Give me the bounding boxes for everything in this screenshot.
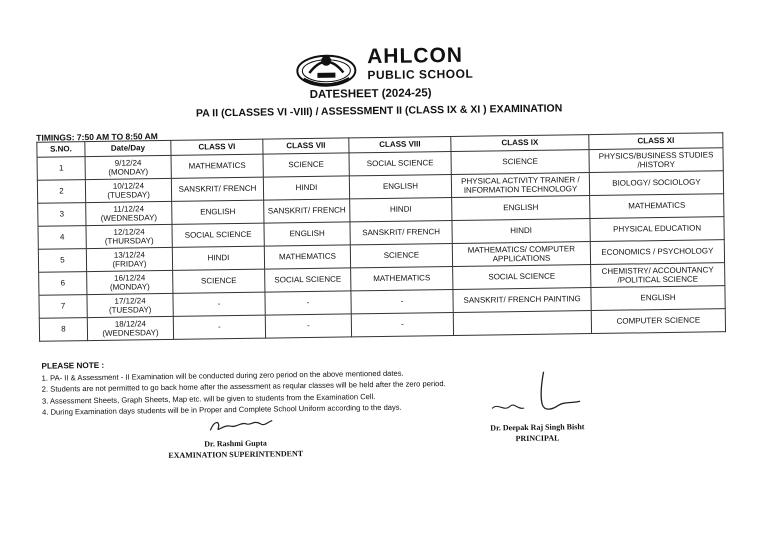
notes-section [41, 354, 522, 419]
cell-class-xi: ECONOMICS / PSYCHOLOGY [590, 240, 724, 265]
cell-class-vi: HINDI [172, 246, 264, 270]
cell-sno: 5 [38, 249, 86, 273]
cell-class-viii: MATHEMATICS [351, 266, 453, 290]
cell-sno: 6 [39, 272, 87, 296]
header-date: Date/Day [85, 140, 171, 156]
datesheet-title: DATESHEET (2024-25) [309, 87, 432, 101]
day-text: (MONDAY) [108, 167, 149, 177]
exam-timings: TIMINGS: 7:50 AM TO 8:50 AM [36, 131, 158, 143]
cell-class-vi: - [173, 292, 265, 316]
cell-sno: 3 [38, 203, 86, 227]
cell-class-vii: SCIENCE [263, 153, 349, 177]
cell-class-vi: SCIENCE [173, 269, 265, 293]
day-text: (TUESDAY) [107, 190, 150, 200]
date-text: 18/12/24 [114, 318, 146, 329]
cell-date [85, 178, 171, 202]
date-text: 17/12/24 [114, 295, 146, 306]
cell-class-vii: SOCIAL SCIENCE [265, 268, 351, 292]
cell-class-viii: - [351, 312, 453, 336]
cell-sno: 8 [39, 318, 87, 342]
cell-class-viii: - [351, 289, 453, 313]
cell-class-vii: - [265, 291, 351, 315]
day-text: (WEDNESDAY) [100, 213, 158, 223]
header-class-vii: CLASS VII [263, 138, 349, 154]
cell-class-viii: SANSKRIT/ FRENCH [350, 220, 452, 244]
cell-date [87, 316, 173, 340]
note-item: 2. Students are not permitted to go back home after the assessment as reqular classes will be held after the zero period. [41, 379, 446, 394]
header-sno: S.NO. [37, 142, 85, 158]
cell-class-viii: ENGLISH [349, 174, 451, 198]
cell-class-ix: PHYSICAL ACTIVITY TRAINER / INFORMATION TECHNOLOGY [451, 173, 589, 198]
cell-class-vi: SOCIAL SCIENCE [172, 223, 264, 247]
cell-date [87, 270, 173, 294]
date-text: 9/12/24 [114, 157, 142, 168]
signatory-name: Dr. Deepak Raj Singh Bisht [490, 422, 585, 433]
note-item: 3. Assessment Sheets, Graph Sheets, Map etc. will be given to students from the Examination Cell. [41, 391, 376, 406]
cell-class-ix: MATHEMATICS/ COMPUTER APPLICATIONS [452, 242, 590, 267]
cell-class-xi: BIOLOGY/ SOCIOLOGY [589, 171, 723, 196]
cell-class-vi: - [173, 315, 265, 339]
cell-class-xi: ENGLISH [591, 286, 725, 311]
handwritten-signature [150, 417, 320, 435]
school-emblem-icon [295, 46, 358, 89]
cell-date [87, 293, 173, 317]
day-text: (THURSDAY) [104, 236, 154, 246]
cell-sno: 7 [39, 295, 87, 319]
date-text: 10/12/24 [112, 180, 145, 191]
cell-sno: 2 [37, 180, 85, 204]
cell-class-ix: HINDI [452, 219, 590, 244]
cell-class-xi: MATHEMATICS [590, 194, 724, 219]
cell-class-vii: MATHEMATICS [264, 245, 350, 269]
cell-class-viii: SCIENCE [350, 243, 452, 267]
cell-class-viii: HINDI [350, 197, 452, 221]
cell-class-vi: SANSKRIT/ FRENCH [171, 177, 263, 201]
day-text: (MONDAY) [109, 282, 150, 292]
cell-sno: 1 [37, 157, 85, 181]
cell-class-ix: ENGLISH [452, 196, 590, 221]
datesheet-table [36, 132, 726, 342]
handwritten-signature [472, 367, 603, 419]
cell-class-vi: MATHEMATICS [171, 154, 263, 178]
day-text: (FRIDAY) [112, 259, 147, 269]
cell-class-ix [453, 311, 591, 336]
signature-block-principal [472, 367, 603, 444]
header-class-ix: CLASS IX [451, 135, 589, 152]
school-name: AHLCON [366, 43, 464, 69]
cell-class-vi: ENGLISH [172, 200, 264, 224]
cell-sno: 4 [38, 226, 86, 250]
cell-date [85, 155, 171, 179]
signatory-name: Dr. Rashmi Gupta [204, 438, 267, 449]
school-subtitle: PUBLIC SCHOOL [367, 66, 474, 83]
cell-date [86, 224, 172, 248]
cell-class-xi: COMPUTER SCIENCE [591, 309, 725, 334]
date-text: 13/12/24 [113, 249, 146, 260]
cell-class-ix: SOCIAL SCIENCE [453, 265, 591, 290]
cell-class-vii: - [265, 314, 351, 338]
cell-class-xi: PHYSICS/BUSINESS STUDIES /HISTORY [589, 148, 723, 173]
signatory-title: PRINCIPAL [515, 433, 560, 444]
cell-class-xi: PHYSICAL EDUCATION [590, 217, 724, 242]
header-class-viii: CLASS VIII [349, 136, 451, 152]
cell-date [86, 247, 172, 271]
date-text: 12/12/24 [113, 226, 145, 237]
day-text: (WEDNESDAY) [102, 328, 159, 338]
cell-class-vii: ENGLISH [264, 222, 350, 246]
exam-subtitle: PA II (CLASSES VI -VIII) / ASSESSMENT II (CLASS IX & XI ) EXAMINATION [195, 102, 563, 120]
cell-class-vii: SANSKRIT/ FRENCH [264, 199, 350, 223]
signature-block-superintendent [150, 417, 321, 460]
cell-class-ix: SCIENCE [451, 150, 589, 175]
day-text: (TUESDAY) [108, 305, 152, 315]
cell-class-viii: SOCIAL SCIENCE [349, 151, 451, 175]
date-text: 11/12/24 [113, 203, 145, 214]
cell-class-ix: SANSKRIT/ FRENCH PAINTING [453, 288, 591, 313]
note-item: 4. During Examination days students will be in Proper and Complete School Uniform according to the days. [42, 403, 402, 418]
note-item: 1. PA- II & Assessment - II Examination will be conducted during zero period on the above mentioned dates. [41, 368, 404, 383]
header-class-vi: CLASS VI [171, 139, 263, 155]
cell-class-xi: CHEMISTRY/ ACCOUNTANCY /POLITICAL SCIENCE [591, 263, 725, 288]
header-class-xi: CLASS XI [589, 133, 723, 150]
date-text: 16/12/24 [114, 272, 146, 283]
cell-date [86, 201, 172, 225]
cell-class-vii: HINDI [263, 176, 349, 200]
signatory-title: EXAMINATION SUPERINTENDENT [168, 449, 304, 460]
notes-heading: PLEASE NOTE : [41, 360, 105, 371]
